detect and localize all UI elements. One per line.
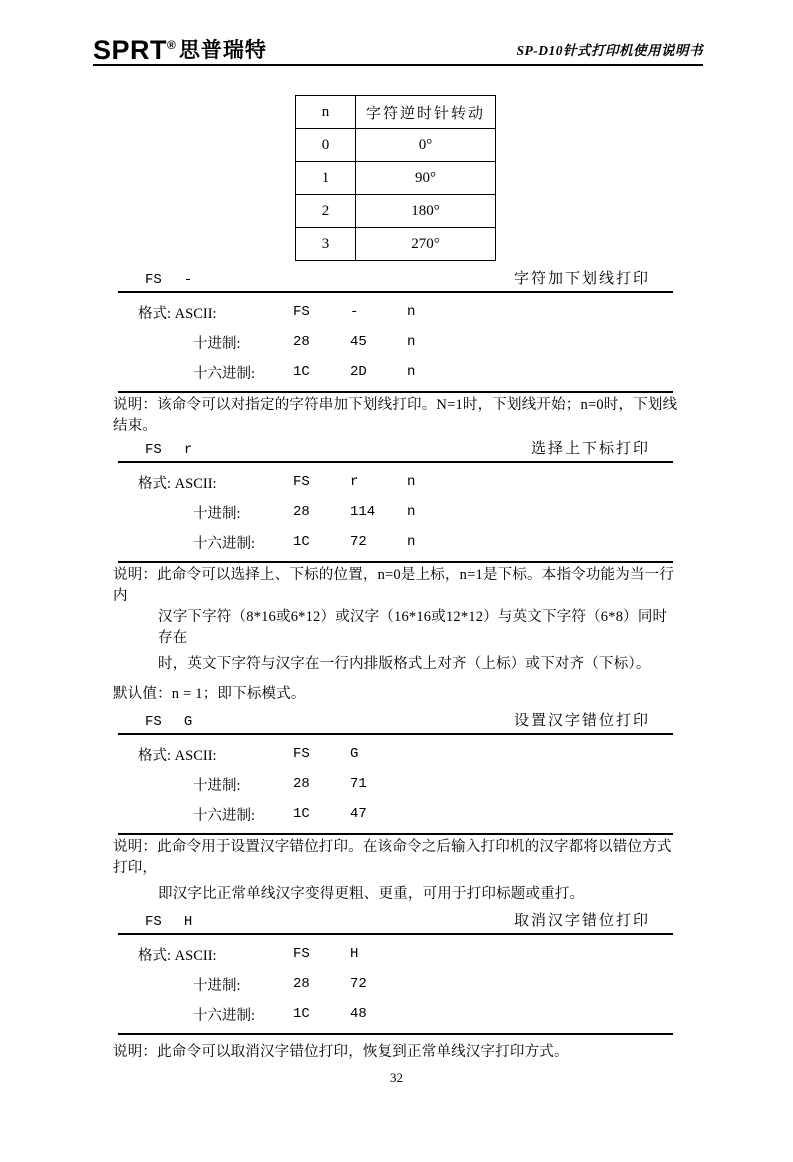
command-title: 选择上下标打印 [530,441,650,457]
command-code [145,912,192,930]
command-description: 即汉字比正常单线汉字变得更粗、更重，可用于打印标题或重打。 [158,885,585,902]
format-row-decimal [113,769,680,799]
command-description: 说明：此命令可以取消汉字错位打印，恢复到正常单线汉字打印方式。 [113,1043,569,1060]
format-value: 28 [293,776,310,792]
format-block [113,463,680,561]
format-value: 1C [293,364,310,380]
format-value: 45 [350,334,367,350]
format-label: 十进制: [193,977,241,994]
command-header [113,907,680,933]
command-code [145,440,192,458]
format-value: FS [293,946,310,962]
registered-trademark-icon: ® [167,38,176,52]
command-mnemonic: FS [145,714,162,730]
format-value: FS [293,304,310,320]
format-value: 71 [350,776,367,792]
format-label: 十进制: [193,335,241,352]
command-parameter: H [183,914,193,930]
command-section-fs-shadow-off [113,907,680,1065]
command-section-fs-shadow-on [113,707,680,907]
table-row [296,228,496,261]
command-description: 汉字下字符（8*16或6*12）或汉字（16*16或12*12）与英文下字符（6*8）同时存在 [158,609,668,646]
format-row-decimal [113,969,680,999]
table-header-row [296,96,496,129]
format-label: 格式: ASCII: [138,305,217,322]
command-parameter: - [183,272,193,288]
cell-rotation: 0° [356,129,496,162]
format-value: 1C [293,806,310,822]
format-row-hex [113,527,680,557]
format-value: G [350,746,359,762]
document-title: SP-D10针式打印机使用说明书 [516,43,703,58]
brand-name-cn: 思普瑞特 [178,38,267,62]
column-header-n: n [296,96,356,129]
format-row-decimal [113,497,680,527]
command-parameter: r [183,442,193,458]
format-value: 28 [293,334,310,350]
format-row-ascii [113,739,680,769]
format-row-hex [113,999,680,1029]
format-value: 48 [350,1006,367,1022]
rotation-table [295,95,496,261]
column-header-rotation: 字符逆时针转动 [356,96,496,129]
format-value: n [407,534,416,550]
format-value: 114 [350,504,376,520]
command-header [113,707,680,733]
format-label: 格式: ASCII: [138,475,217,492]
format-value: 1C [293,1006,310,1022]
command-code [145,712,192,730]
format-value: 72 [350,534,367,550]
format-label: 十进制: [193,505,241,522]
format-value: n [407,364,416,380]
format-value: 28 [293,976,310,992]
format-value: FS [293,474,310,490]
page-content [113,95,680,1065]
table-row [296,162,496,195]
format-value: 28 [293,504,310,520]
command-section-fs-superscript [113,435,680,707]
format-row-ascii [113,297,680,327]
command-description: 时，英文下字符与汉字在一行内排版格式上对齐（上标）或下对齐（下标）。 [158,655,651,672]
format-label: 十六进制: [193,365,256,382]
page-header [93,35,703,66]
table-row [296,195,496,228]
format-value: FS [293,746,310,762]
format-value: 1C [293,534,310,550]
command-mnemonic: FS [145,914,162,930]
command-header [113,265,680,291]
brand-logo [93,35,267,65]
command-title: 取消汉字错位打印 [513,913,650,929]
format-value: 47 [350,806,367,822]
format-value: 2D [350,364,367,380]
default-value-note: 默认值：n = 1；即下标模式。 [113,685,306,702]
cell-n: 1 [296,162,356,195]
format-value: H [350,946,359,962]
command-mnemonic: FS [145,442,162,458]
format-value: 72 [350,976,367,992]
manual-page [0,35,793,1162]
format-row-hex [113,799,680,829]
command-description: 说明：此命令可以选择上、下标的位置，n=0是上标，n=1是下标。本指令功能为当一行内 [113,567,675,604]
format-row-hex [113,357,680,387]
format-value: n [407,334,416,350]
format-row-ascii [113,939,680,969]
command-header [113,435,680,461]
format-label: 格式: ASCII: [138,947,217,964]
format-value: n [407,474,416,490]
command-section-fs-underline [113,265,680,435]
command-code [145,270,192,288]
cell-rotation: 90° [356,162,496,195]
format-block [113,935,680,1033]
format-label: 格式: ASCII: [138,747,217,764]
command-mnemonic: FS [145,272,162,288]
command-parameter: G [183,714,193,730]
format-value: - [350,304,359,320]
format-block [113,293,680,391]
format-value: n [407,304,416,320]
command-title: 字符加下划线打印 [513,271,650,287]
format-row-decimal [113,327,680,357]
command-description: 说明：该命令可以对指定的字符串加下划线打印。N=1时，下划线开始；n=0时，下划线结束。 [113,397,678,434]
cell-n: 2 [296,195,356,228]
cell-n: 3 [296,228,356,261]
format-block [113,735,680,833]
format-value: r [350,474,359,490]
page-footer [0,1070,793,1086]
page-number: 32 [390,1070,403,1085]
format-value: n [407,504,416,520]
format-label: 十六进制: [193,1007,256,1024]
command-description: 说明：此命令用于设置汉字错位打印。在该命令之后输入打印机的汉字都将以错位方式打印， [113,839,672,876]
command-title: 设置汉字错位打印 [513,713,650,729]
brand-name-en: SPRT [93,35,168,65]
format-label: 十六进制: [193,807,256,824]
format-row-ascii [113,467,680,497]
format-label: 十六进制: [193,535,256,552]
table-row [296,129,496,162]
cell-n: 0 [296,129,356,162]
format-label: 十进制: [193,777,241,794]
cell-rotation: 180° [356,195,496,228]
cell-rotation: 270° [356,228,496,261]
